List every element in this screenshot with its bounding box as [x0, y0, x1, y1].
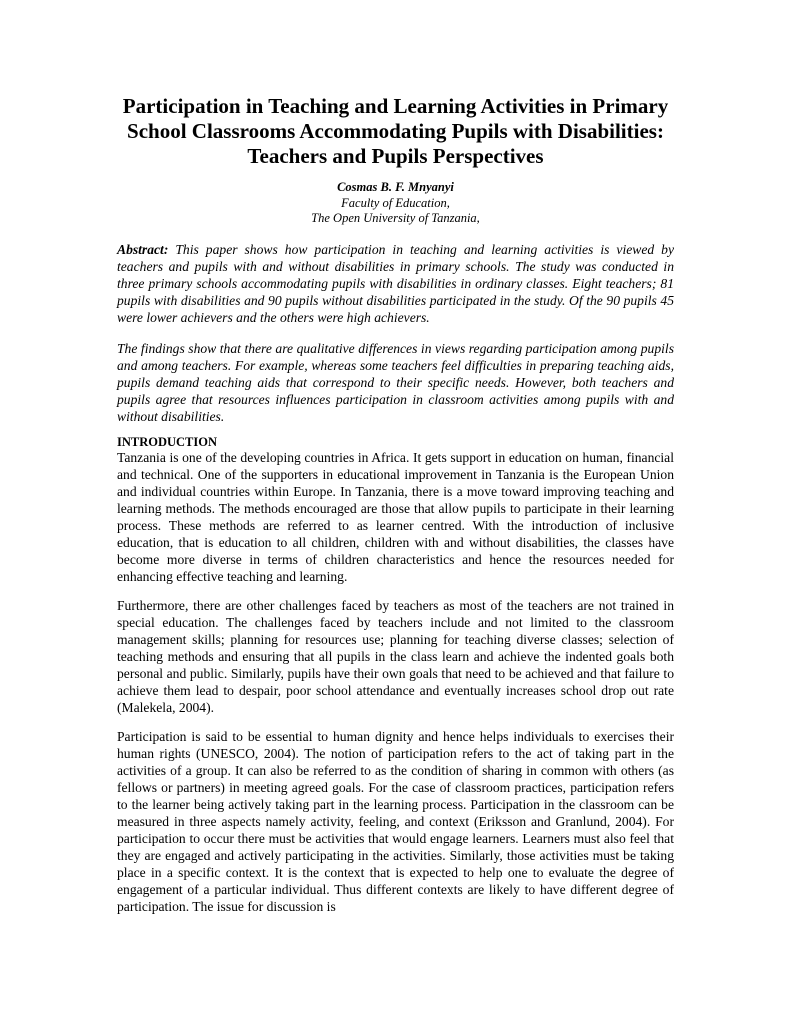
author-affiliation-line: Faculty of Education,: [341, 195, 450, 210]
paper-title: [100, 94, 691, 169]
title-line: Participation in Teaching and Learning Activities in Primary: [122, 94, 669, 118]
title-line: School Classrooms Accommodating Pupils with Disabilities:: [127, 119, 664, 143]
author-block: [100, 180, 691, 227]
title-line: Teachers and Pupils Perspectives: [247, 144, 544, 168]
abstract-paragraph-findings: The findings show that there are qualitative differences in views regarding participation among pupils and among teachers. For example, whereas some teachers feel difficulties in preparing teaching aids, pupils demand teaching aids that correspond to their specific needs. However, both teachers and pupils agree that resources influences participation in classroom activities among pupils with and without disabilities.: [117, 341, 674, 424]
abstract-text: This paper shows how participation in teaching and learning activities is viewed by teachers and pupils with and without disabilities in primary schools. The study was conducted in three primary schools accommodating pupils with disabilities in ordinary classes. Eight teachers; 81 pupils with disabilities and 90 pupils without disabilities participated in the study. Of the 90 pupils 45 were lower achievers and the others were high achievers.: [117, 242, 675, 325]
abstract-paragraph: [117, 241, 674, 326]
abstract-label: Abstract:: [117, 242, 169, 257]
author-affiliation-line: The Open University of Tanzania,: [311, 211, 480, 225]
author-name: Cosmas B. F. Mnyanyi: [337, 180, 454, 194]
body-paragraph: Participation is said to be essential to human dignity and hence helps individuals to exercises their human rights (UNESCO, 2004). The notion of participation refers to the act of taking part in the activities of a group. It can also be referred to as the condition of sharing in common with others (as fellows or partners) in meeting agreed goals. For the case of classroom practices, participation refers to the learner being actively taking part in the learning process. Participation in the classroom can be measured in three aspects namely activity, feeling, and context (Eriksson and Granlund, 2004). For participation to occur there must be activities that would engage learners. Learners must also feel that they are engaged and actively participating in the activities. Similarly, those activities must be taking place in a specific context. It is the context that is expected to help one to evaluate the degree of engagement of a particular individual. Thus different contexts are likely to have different degree of participation. The issue for discussion is: [117, 729, 674, 914]
body-paragraph: Furthermore, there are other challenges faced by teachers as most of the teachers are not trained in special education. The challenges faced by teachers include and not limited to the classroom management skills; planning for resources use; planning for teaching diverse classes; selection of teaching methods and ensuring that all pupils in the class learn and achieve the indented goals both personal and public. Similarly, pupils have their own goals that need to be achieved and that failure to achieve them lead to despair, poor school attendance and eventually increases school drop out rate (Malekela, 2004).: [117, 598, 674, 715]
body-paragraph: Tanzania is one of the developing countries in Africa. It gets support in education on human, financial and technical. One of the supporters in educational improvement in Tanzania is the European Union and individual countries within Europe. In Tanzania, there is a move toward improving teaching and learning methods. The methods encouraged are those that allow pupils to participate in their learning process. These methods are referred to as learner centred. With the introduction of inclusive education, that is education to all children, children with and without disabilities, the classes have become more diverse in terms of children characteristics and hence the resources needed for enhancing effective teaching and learning.: [117, 450, 674, 584]
section-heading-introduction: INTRODUCTION: [117, 435, 218, 449]
